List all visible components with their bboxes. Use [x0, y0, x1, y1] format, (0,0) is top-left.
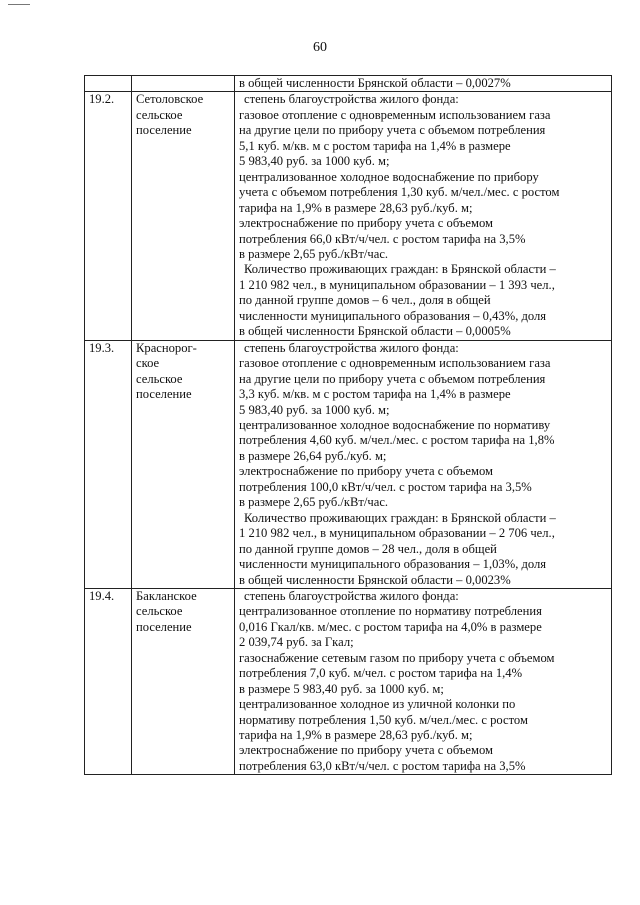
description-line: учета с объемом потребления 1,30 куб. м/чел./мес. с ростом [239, 185, 560, 200]
settlement-name [132, 340, 235, 588]
description-line: газоснабжение сетевым газом по прибору учета с объемом [239, 650, 555, 665]
row-number: 19.4. [85, 588, 132, 774]
description-line: потребления 100,0 кВт/ч/чел. с ростом тарифа на 3,5% [239, 479, 532, 494]
description-line: тарифа на 1,9% в размере 28,63 руб./куб. м; [239, 200, 473, 215]
settlement-name-line: сельское [136, 371, 183, 386]
description-line: по данной группе домов – 6 чел., доля в общей [239, 293, 491, 308]
description-line: потребления 4,60 куб. м/чел./мес. с ростом тарифа на 1,8% [239, 433, 555, 448]
description-line: на другие цели по прибору учета с объемом потребления [239, 371, 546, 386]
description-line: степень благоустройства жилого фонда: [244, 588, 459, 603]
description-line: централизованное холодное водоснабжение по прибору [239, 169, 539, 184]
scan-mark [8, 4, 30, 5]
description-line: газовое отопление с одновременным использованием газа [239, 107, 551, 122]
row-number [85, 76, 132, 92]
settlement-name [132, 588, 235, 774]
settlement-name-line: поселение [136, 387, 192, 402]
table-row [85, 340, 612, 588]
description-line: газовое отопление с одновременным использованием газа [239, 356, 551, 371]
description-line: 1 210 982 чел., в муниципальном образовании – 1 393 чел., [239, 277, 555, 292]
settlement-name-line: поселение [136, 123, 192, 138]
description-line: численности муниципального образования – 0,43%, доля [239, 308, 547, 323]
description-line: 1 210 982 чел., в муниципальном образовании – 2 706 чел., [239, 526, 555, 541]
settlement-name-line: ское [136, 356, 160, 371]
table-row [85, 588, 612, 774]
settlement-name-line: поселение [136, 619, 192, 634]
description-line: 0,016 Гкал/кв. м/мес. с ростом тарифа на 4,0% в размере [239, 619, 542, 634]
description-line: численности муниципального образования – 1,03%, доля [239, 557, 547, 572]
settlement-name [132, 92, 235, 340]
description-line: в размере 26,64 руб./куб. м; [239, 448, 387, 463]
description-line: в размере 2,65 руб./кВт/час. [239, 246, 389, 261]
description-line: в общей численности Брянской области – 0,0023% [239, 572, 511, 587]
description-line: электроснабжение по прибору учета с объемом [239, 464, 494, 479]
settlement-name-line: сельское [136, 604, 183, 619]
page-number: 60 [313, 40, 327, 55]
tariff-table [84, 75, 612, 775]
row-number: 19.3. [85, 340, 132, 588]
tariff-description [235, 92, 612, 340]
settlement-name-line: Сетоловское [136, 92, 204, 107]
settlement-name-line: сельское [136, 107, 183, 122]
description-line: в общей численности Брянской области – 0,0005% [239, 324, 511, 339]
description-line: степень благоустройства жилого фонда: [244, 340, 459, 355]
description-line: 5,1 куб. м/кв. м с ростом тарифа на 1,4% в размере [239, 138, 511, 153]
tariff-description [235, 588, 612, 774]
settlement-name-line: Краснорог- [136, 340, 197, 355]
description-line: в размере 5 983,40 руб. за 1000 куб. м; [239, 681, 444, 696]
description-line: тарифа на 1,9% в размере 28,63 руб./куб. м; [239, 728, 473, 743]
description-line: централизованное холодное из уличной колонки по [239, 697, 516, 712]
description-line: степень благоустройства жилого фонда: [244, 92, 459, 107]
description-line: 5 983,40 руб. за 1000 куб. м; [239, 402, 390, 417]
description-line: 2 039,74 руб. за Гкал; [239, 635, 354, 650]
description-line: потребления 66,0 кВт/ч/чел. с ростом тарифа на 3,5% [239, 231, 526, 246]
tariff-description [235, 340, 612, 588]
description-line: электроснабжение по прибору учета с объемом [239, 216, 494, 231]
description-line: нормативу потребления 1,50 куб. м/чел./мес. с ростом [239, 712, 528, 727]
description-line: 3,3 куб. м/кв. м с ростом тарифа на 1,4% в размере [239, 387, 511, 402]
description-line: потребления 7,0 куб. м/чел. с ростом тарифа на 1,4% [239, 666, 523, 681]
description-line: Количество проживающих граждан: в Брянской области – [244, 510, 556, 525]
table-body [85, 76, 612, 775]
description-line: централизованное холодное водоснабжение по нормативу [239, 417, 551, 432]
settlement-name [132, 76, 235, 92]
description-line: потребления 63,0 кВт/ч/чел. с ростом тарифа на 3,5% [239, 758, 526, 773]
tariff-description [235, 76, 612, 92]
description-line: по данной группе домов – 28 чел., доля в общей [239, 541, 497, 556]
settlement-name-line: Бакланское [136, 588, 197, 603]
description-line: Количество проживающих граждан: в Брянской области – [244, 262, 556, 277]
description-line: электроснабжение по прибору учета с объемом [239, 743, 494, 758]
row-number: 19.2. [85, 92, 132, 340]
description-line: централизованное отопление по нормативу потребления [239, 604, 542, 619]
description-line: 5 983,40 руб. за 1000 куб. м; [239, 154, 390, 169]
description-line: на другие цели по прибору учета с объемом потребления [239, 123, 546, 138]
table-row [85, 92, 612, 340]
description-line: в размере 2,65 руб./кВт/час. [239, 495, 389, 510]
description-line: в общей численности Брянской области – 0,0027% [239, 76, 511, 90]
table-row [85, 76, 612, 92]
